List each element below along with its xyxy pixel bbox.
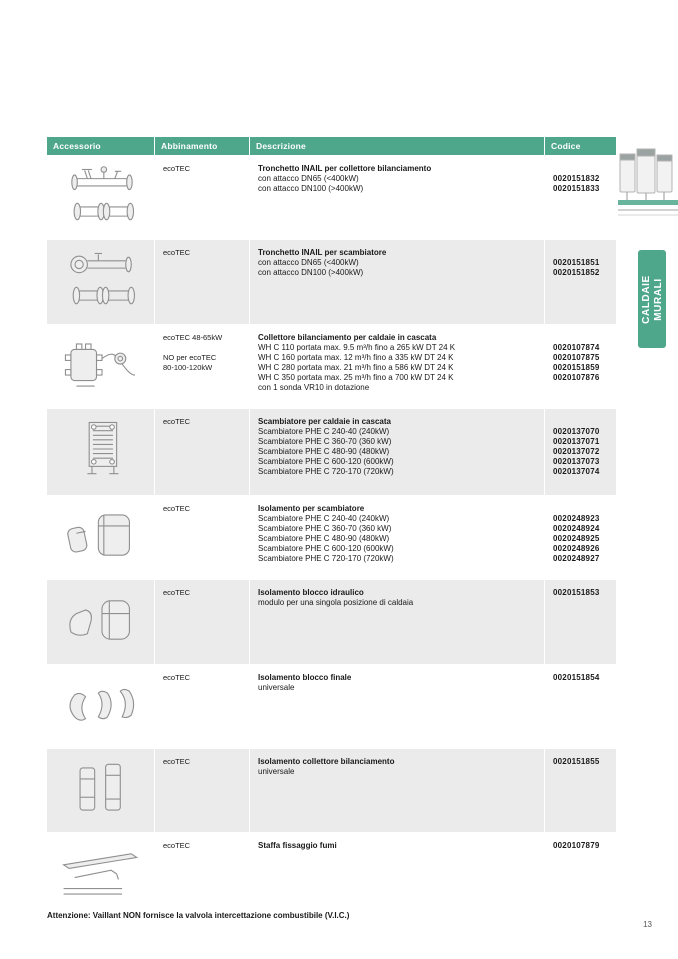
- hydraulic-block-insulation-icon: [56, 588, 148, 657]
- abbinamento-text: ecoTEC: [163, 164, 191, 173]
- header-descrizione: Descrizione: [250, 137, 544, 155]
- code-value: 0020248927: [553, 554, 600, 563]
- code-value: 0020151855: [553, 757, 600, 766]
- description-line: con attacco DN100 (>400kW): [258, 268, 364, 277]
- inail-collector-fitting-icon: [56, 164, 148, 233]
- code-value: 0020107879: [553, 841, 600, 850]
- table-row: [47, 156, 616, 239]
- code-value: 0020151832: [553, 174, 600, 183]
- description-line: WH C 160 portata max. 12 m³/h fino a 335 kW DT 24 K: [258, 353, 454, 362]
- description-cell: [250, 580, 544, 664]
- section-tab-label: CALDAIE MURALI: [640, 274, 663, 324]
- abbinamento-cell: [155, 325, 249, 408]
- code-value: 0020137072: [553, 447, 600, 456]
- code-value: 0020248923: [553, 514, 600, 523]
- flue-bracket-icon: [56, 841, 148, 910]
- code-value: 0020151833: [553, 184, 600, 193]
- end-block-insulation-icon: [56, 673, 148, 742]
- code-value: 0020107874: [553, 343, 600, 352]
- cascade-manifold-icon: [56, 333, 148, 402]
- table-row: [47, 749, 616, 832]
- abbinamento-cell: [155, 749, 249, 832]
- description-title: Staffa fissaggio fumi: [258, 841, 337, 850]
- header-accessorio: Accessorio: [47, 137, 154, 155]
- abbinamento-text: 80-100-120kW: [163, 363, 213, 372]
- abbinamento-cell: [155, 580, 249, 664]
- description-title: Collettore bilanciamento per caldaie in cascata: [258, 333, 437, 342]
- abbinamento-cell: [155, 833, 249, 916]
- description-line: Scambiatore PHE C 600-120 (600kW): [258, 457, 394, 466]
- accessory-cell: [47, 665, 154, 748]
- description-title: Tronchetto INAIL per scambiatore: [258, 248, 387, 257]
- accessory-cell: [47, 156, 154, 239]
- description-line: con attacco DN65 (<400kW): [258, 258, 359, 267]
- table-row: [47, 409, 616, 495]
- description-cell: [250, 325, 544, 408]
- description-line: WH C 350 portata max. 25 m³/h fino a 700 kW DT 24 K: [258, 373, 454, 382]
- description-line: modulo per una singola posizione di caldaia: [258, 598, 414, 607]
- description-line: con attacco DN100 (>400kW): [258, 184, 364, 193]
- accessory-cell: [47, 325, 154, 408]
- exchanger-insulation-icon: [56, 504, 148, 573]
- footnote: Attenzione: Vaillant NON fornisce la valvola intercettazione combustibile (V.I.C.): [47, 911, 350, 920]
- table-row: [47, 496, 616, 579]
- code-value: 0020248926: [553, 544, 600, 553]
- description-line: con attacco DN65 (<400kW): [258, 174, 359, 183]
- code-cell: [545, 409, 616, 495]
- description-cell: [250, 409, 544, 495]
- cascade-boilers-illustration: [618, 146, 678, 220]
- abbinamento-text: ecoTEC: [163, 417, 191, 426]
- description-title: Scambiatore per caldaie in cascata: [258, 417, 391, 426]
- description-line: universale: [258, 767, 295, 776]
- description-title: Isolamento collettore bilanciamento: [258, 757, 395, 766]
- code-value: 0020248925: [553, 534, 600, 543]
- header-codice: Codice: [545, 137, 616, 155]
- abbinamento-text: [163, 343, 243, 353]
- abbinamento-text: ecoTEC: [163, 757, 191, 766]
- description-cell: [250, 240, 544, 324]
- accessory-cell: [47, 580, 154, 664]
- code-value: 0020137071: [553, 437, 600, 446]
- accessories-table: [47, 137, 616, 916]
- description-line: Scambiatore PHE C 600-120 (600kW): [258, 544, 394, 553]
- code-value: 0020107876: [553, 373, 600, 382]
- code-value: 0020137074: [553, 467, 600, 476]
- code-cell: [545, 240, 616, 324]
- description-line: WH C 110 portata max. 9.5 m³/h fino a 265 kW DT 24 K: [258, 343, 456, 352]
- accessory-cell: [47, 833, 154, 916]
- accessory-cell: [47, 496, 154, 579]
- table-row: [47, 833, 616, 916]
- code-cell: [545, 156, 616, 239]
- description-title: Isolamento per scambiatore: [258, 504, 365, 513]
- section-tab-caldaie-murali: [638, 250, 666, 348]
- abbinamento-cell: [155, 665, 249, 748]
- accessory-cell: [47, 240, 154, 324]
- abbinamento-text: ecoTEC 48-65kW: [163, 333, 223, 342]
- abbinamento-text: ecoTEC: [163, 588, 191, 597]
- code-cell: [545, 833, 616, 916]
- code-value: 0020151852: [553, 268, 600, 277]
- accessory-cell: [47, 409, 154, 495]
- abbinamento-cell: [155, 496, 249, 579]
- table-body: [47, 156, 616, 916]
- abbinamento-text: NO per ecoTEC: [163, 353, 217, 362]
- code-cell: [545, 665, 616, 748]
- code-value: 0020137073: [553, 457, 600, 466]
- abbinamento-cell: [155, 409, 249, 495]
- abbinamento-cell: [155, 156, 249, 239]
- description-title: Isolamento blocco finale: [258, 673, 352, 682]
- description-line: Scambiatore PHE C 720-170 (720kW): [258, 467, 394, 476]
- abbinamento-text: ecoTEC: [163, 673, 191, 682]
- collector-insulation-icon: [56, 757, 148, 826]
- header-abbinamento: Abbinamento: [155, 137, 249, 155]
- description-line: Scambiatore PHE C 240-40 (240kW): [258, 427, 390, 436]
- accessory-cell: [47, 749, 154, 832]
- table-row: [47, 240, 616, 324]
- description-cell: [250, 496, 544, 579]
- code-value: 0020151851: [553, 258, 600, 267]
- table-header: [47, 137, 616, 155]
- description-line: Scambiatore PHE C 360-70 (360 kW): [258, 437, 392, 446]
- plate-heat-exchanger-icon: [56, 417, 148, 486]
- description-cell: [250, 749, 544, 832]
- description-line: Scambiatore PHE C 480-90 (480kW): [258, 534, 390, 543]
- description-line: Scambiatore PHE C 360-70 (360 kW): [258, 524, 392, 533]
- description-cell: [250, 833, 544, 916]
- description-line: con 1 sonda VR10 in dotazione: [258, 383, 370, 392]
- abbinamento-text: ecoTEC: [163, 248, 191, 257]
- description-title: Isolamento blocco idraulico: [258, 588, 364, 597]
- code-cell: [545, 749, 616, 832]
- table-row: [47, 325, 616, 408]
- description-line: WH C 280 portata max. 21 m³/h fino a 586 kW DT 24 K: [258, 363, 454, 372]
- description-cell: [250, 156, 544, 239]
- description-line: universale: [258, 683, 295, 692]
- code-value: 0020107875: [553, 353, 600, 362]
- description-line: Scambiatore PHE C 480-90 (480kW): [258, 447, 390, 456]
- table-row: [47, 665, 616, 748]
- code-value: 0020151859: [553, 363, 600, 372]
- code-value: 0020151854: [553, 673, 600, 682]
- code-value: 0020248924: [553, 524, 600, 533]
- code-cell: [545, 496, 616, 579]
- description-title: Tronchetto INAIL per collettore bilanciamento: [258, 164, 432, 173]
- abbinamento-text: ecoTEC: [163, 504, 191, 513]
- table-row: [47, 580, 616, 664]
- description-line: Scambiatore PHE C 720-170 (720kW): [258, 554, 394, 563]
- abbinamento-cell: [155, 240, 249, 324]
- code-value: 0020137070: [553, 427, 600, 436]
- page-number: 13: [643, 920, 652, 929]
- inail-exchanger-fitting-icon: [56, 248, 148, 317]
- code-value: 0020151853: [553, 588, 600, 597]
- description-cell: [250, 665, 544, 748]
- code-cell: [545, 580, 616, 664]
- code-cell: [545, 325, 616, 408]
- abbinamento-text: ecoTEC: [163, 841, 191, 850]
- description-line: Scambiatore PHE C 240-40 (240kW): [258, 514, 390, 523]
